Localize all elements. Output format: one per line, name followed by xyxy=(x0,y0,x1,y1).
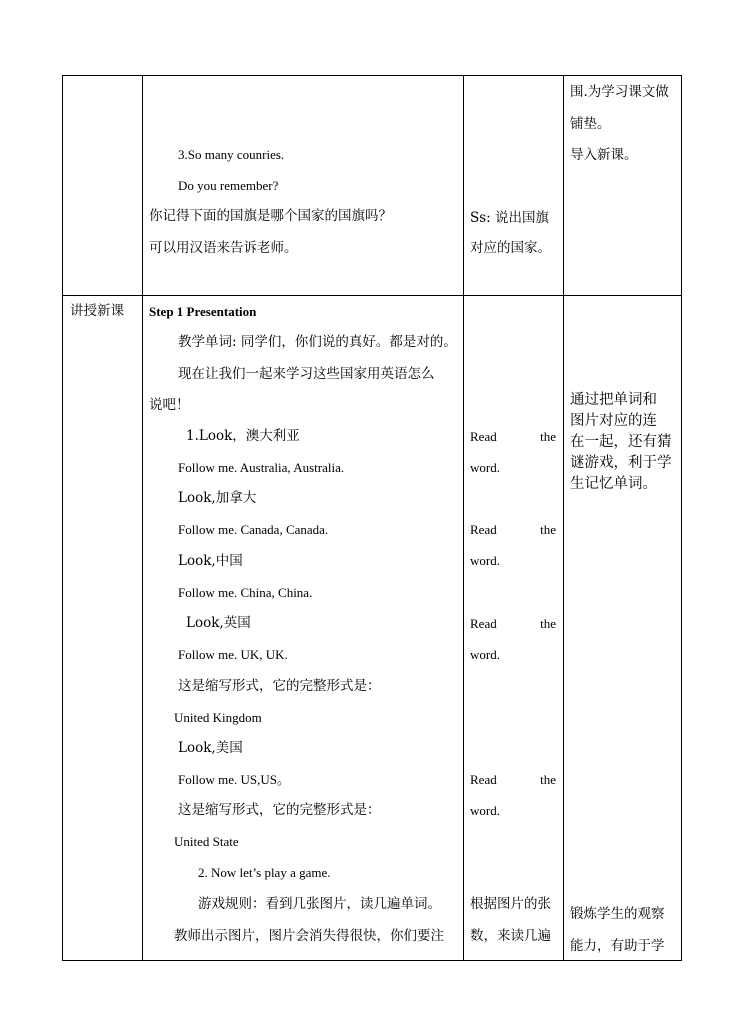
column-divider-1 xyxy=(142,75,143,961)
row2-col2-line: Follow me. China, China. xyxy=(178,585,313,600)
step-heading: Step 1 Presentation xyxy=(149,304,257,319)
row2-col2-line: 说吧！ xyxy=(149,397,190,413)
row-divider xyxy=(62,295,682,296)
the-word: the xyxy=(540,429,556,444)
row2-col4-line: 图片对应的连 xyxy=(570,413,657,429)
row2-col2-line: Follow me. Australia, Australia. xyxy=(178,460,345,475)
row2-col4-line: 能力，有助于学 xyxy=(570,938,665,954)
the-word: the xyxy=(540,616,556,631)
column-divider-2 xyxy=(463,75,464,961)
row2-col2-line: Look,英国 xyxy=(186,615,251,631)
word-word: word. xyxy=(470,553,500,568)
row2-col2-line: Look,美国 xyxy=(178,740,243,756)
row1-col2-line: 你记得下面的国旗是哪个国家的国旗吗？ xyxy=(149,208,392,224)
table-left-border xyxy=(62,75,63,961)
read-word: Read xyxy=(470,429,497,444)
the-word: the xyxy=(540,522,556,537)
row2-col2-line: Follow me. UK, UK. xyxy=(178,647,288,662)
word-word: word. xyxy=(470,803,500,818)
row2-col2-line: 现在让我们一起来学习这些国家用英语怎么 xyxy=(178,366,435,382)
row2-col4-line: 在一起，还有猜 xyxy=(570,434,672,450)
word-word: word. xyxy=(470,460,500,475)
row2-col2-line: 1.Look，澳大利亚 xyxy=(186,428,300,444)
word-word: word. xyxy=(470,647,500,662)
row2-col2-line: 教师出示图片，图片会消失得很快，你们要注 xyxy=(174,928,444,944)
row2-col4-line: 生记忆单词。 xyxy=(570,476,657,492)
read-word: Read xyxy=(470,772,497,787)
row1-col3-line: 对应的国家。 xyxy=(470,240,551,256)
row2-col3-line: 根据图片的张 xyxy=(470,896,551,912)
row2-col3-line: 数，来读几遍 xyxy=(470,928,551,944)
row2-col2-line: 2. Now let’s play a game. xyxy=(198,865,331,880)
row2-col2-line: 这是缩写形式，它的完整形式是： xyxy=(178,678,381,694)
row2-col2-line: Follow me. US,US。 xyxy=(178,772,290,787)
read-the-word-block xyxy=(470,429,556,476)
read-the-word-block xyxy=(470,772,556,819)
row1-col4-line: 导入新课。 xyxy=(570,147,638,163)
row2-col2-line: Follow me. Canada, Canada. xyxy=(178,522,329,537)
row2-col4-line: 锻炼学生的观察 xyxy=(570,906,665,922)
the-word: the xyxy=(540,772,556,787)
row2-col4-line: 谜游戏，利于学 xyxy=(570,455,672,471)
row2-col2-line: United Kingdom xyxy=(174,710,262,725)
row1-col4-line: 铺垫。 xyxy=(570,116,611,132)
row1-col2-line: Do you remember? xyxy=(178,178,279,193)
read-word: Read xyxy=(470,522,497,537)
row2-col2-line: 游戏规则：看到几张图片，读几遍单词。 xyxy=(198,896,441,912)
table-right-border xyxy=(681,75,682,961)
row1-col4-line: 围.为学习课文做 xyxy=(570,84,669,100)
row1-col2-line: 3.So many counries. xyxy=(178,147,285,162)
row2-col2-line: 教学单词: 同学们，你们说的真好。都是对的。 xyxy=(178,334,457,350)
row2-col2-line: Look,中国 xyxy=(178,553,243,569)
table-top-border xyxy=(62,75,682,76)
row2-col2-line: United State xyxy=(174,834,239,849)
read-the-word-block xyxy=(470,522,556,569)
row1-col2-line: 可以用汉语来告诉老师。 xyxy=(149,240,298,256)
row1-col3-line: Ss: 说出国旗 xyxy=(470,210,550,226)
section-label: 讲授新课 xyxy=(70,303,124,319)
row2-col4-line: 通过把单词和 xyxy=(570,392,657,408)
row2-col2-line: Look,加拿大 xyxy=(178,490,257,506)
column-divider-3 xyxy=(563,75,564,961)
read-word: Read xyxy=(470,616,497,631)
table-bottom-border xyxy=(62,960,682,961)
read-the-word-block xyxy=(470,616,556,663)
row2-col2-line: 这是缩写形式，它的完整形式是： xyxy=(178,802,381,818)
